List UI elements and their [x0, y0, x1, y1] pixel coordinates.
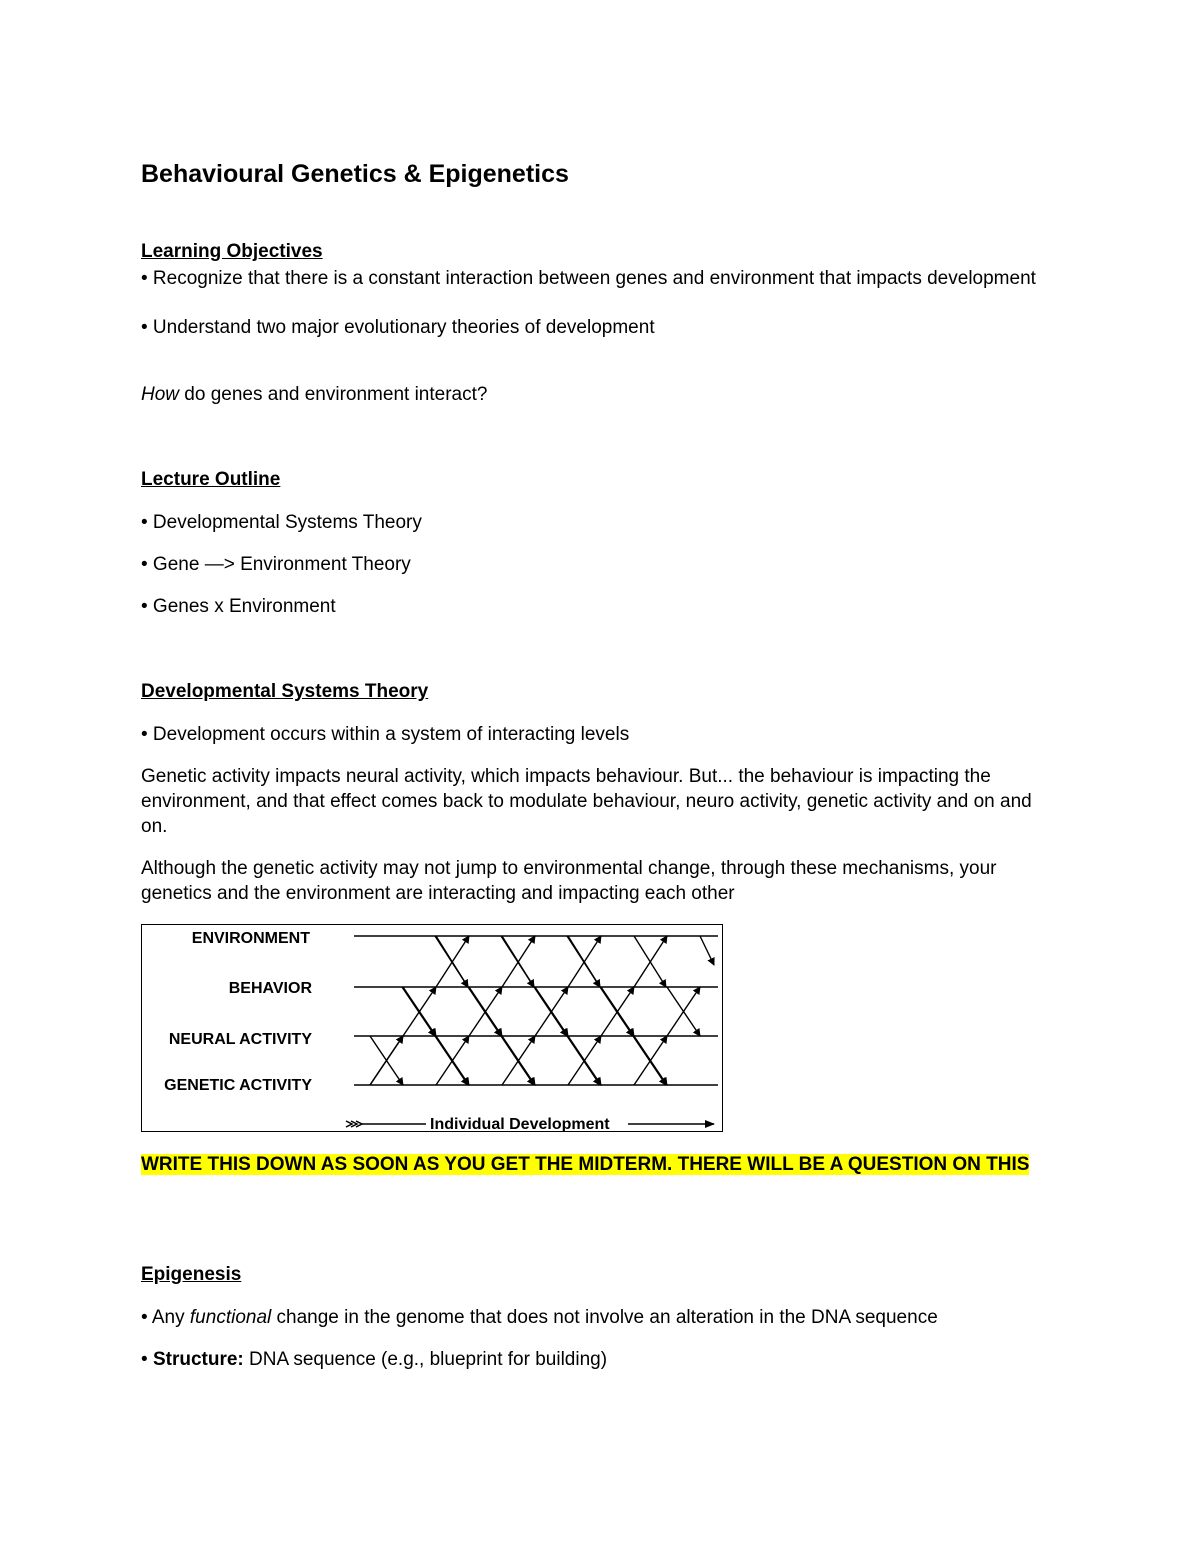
level-label-genetic-activity: GENETIC ACTIVITY: [164, 1077, 312, 1094]
question-emphasis: How: [141, 384, 180, 405]
axis-label: Individual Development: [430, 1116, 610, 1131]
epigenesis-item: [141, 1347, 607, 1372]
axis-start-mark: [346, 1121, 362, 1127]
level-label-behavior: BEHAVIOR: [228, 980, 312, 997]
downward-arrow: [501, 1036, 534, 1085]
developmental-systems-diagram: [141, 924, 723, 1132]
outline-item: • Developmental Systems Theory: [141, 512, 422, 533]
outline-item: • Genes x Environment: [141, 596, 336, 617]
dst-bullet: • Development occurs within a system of interacting levels: [141, 724, 630, 745]
item-prefix: •: [141, 1349, 153, 1370]
objective-item: • Understand two major evolutionary theories of development: [141, 317, 655, 338]
downward-arrow: [600, 987, 633, 1036]
downward-arrow: [567, 1036, 600, 1085]
learning-objectives-heading: Learning Objectives: [141, 241, 323, 262]
epigenesis-item: [141, 1305, 938, 1330]
guiding-question: [141, 382, 487, 407]
downward-arrow: [534, 987, 567, 1036]
level-label-neural-activity: NEURAL ACTIVITY: [168, 1031, 312, 1048]
outline-item: • Gene —> Environment Theory: [141, 554, 411, 575]
dst-paragraph-1: Genetic activity impacts neural activity, which impacts behaviour. But... the behaviour is impacting the environment, and that effect comes back to modulate behaviour, neuro activity, genetic activity and on and on.: [141, 766, 1032, 837]
level-label-environment: ENVIRONMENT: [191, 930, 310, 947]
downward-arrow: [435, 1036, 468, 1085]
item-prefix: • Any: [141, 1307, 190, 1328]
epigenesis-heading: Epigenesis: [141, 1264, 242, 1285]
downward-arrow: [468, 987, 501, 1036]
item-term: Structure:: [152, 1349, 244, 1370]
downward-arrow: [633, 1036, 666, 1085]
item-text: DNA sequence (e.g., blueprint for building): [243, 1349, 608, 1370]
item-text: change in the genome that does not involve an alteration in the DNA sequence: [271, 1307, 938, 1328]
lecture-outline-heading: Lecture Outline: [141, 469, 281, 490]
dst-heading: Developmental Systems Theory: [141, 681, 429, 702]
question-text: do genes and environment interact?: [179, 384, 488, 405]
item-emphasis: functional: [189, 1307, 272, 1328]
development-axis: [346, 1116, 714, 1131]
objective-item: • Recognize that there is a constant interaction between genes and environment that impacts development: [141, 268, 1036, 289]
downward-arrow: [402, 987, 435, 1036]
midterm-notice: [141, 1152, 1071, 1177]
diagram-svg: [142, 925, 722, 1131]
dst-paragraph-2: Although the genetic activity may not jump to environmental change, through these mechanisms, your genetics and the environment are interacting and impacting each other: [141, 858, 997, 904]
downward-arrow: [700, 936, 714, 965]
notice-text: WRITE THIS DOWN AS SOON AS YOU GET THE MIDTERM. THERE WILL BE A QUESTION ON THIS: [141, 1154, 1030, 1175]
page-title: Behavioural Genetics & Epigenetics: [141, 160, 569, 188]
diagram-lines: [354, 936, 718, 1085]
